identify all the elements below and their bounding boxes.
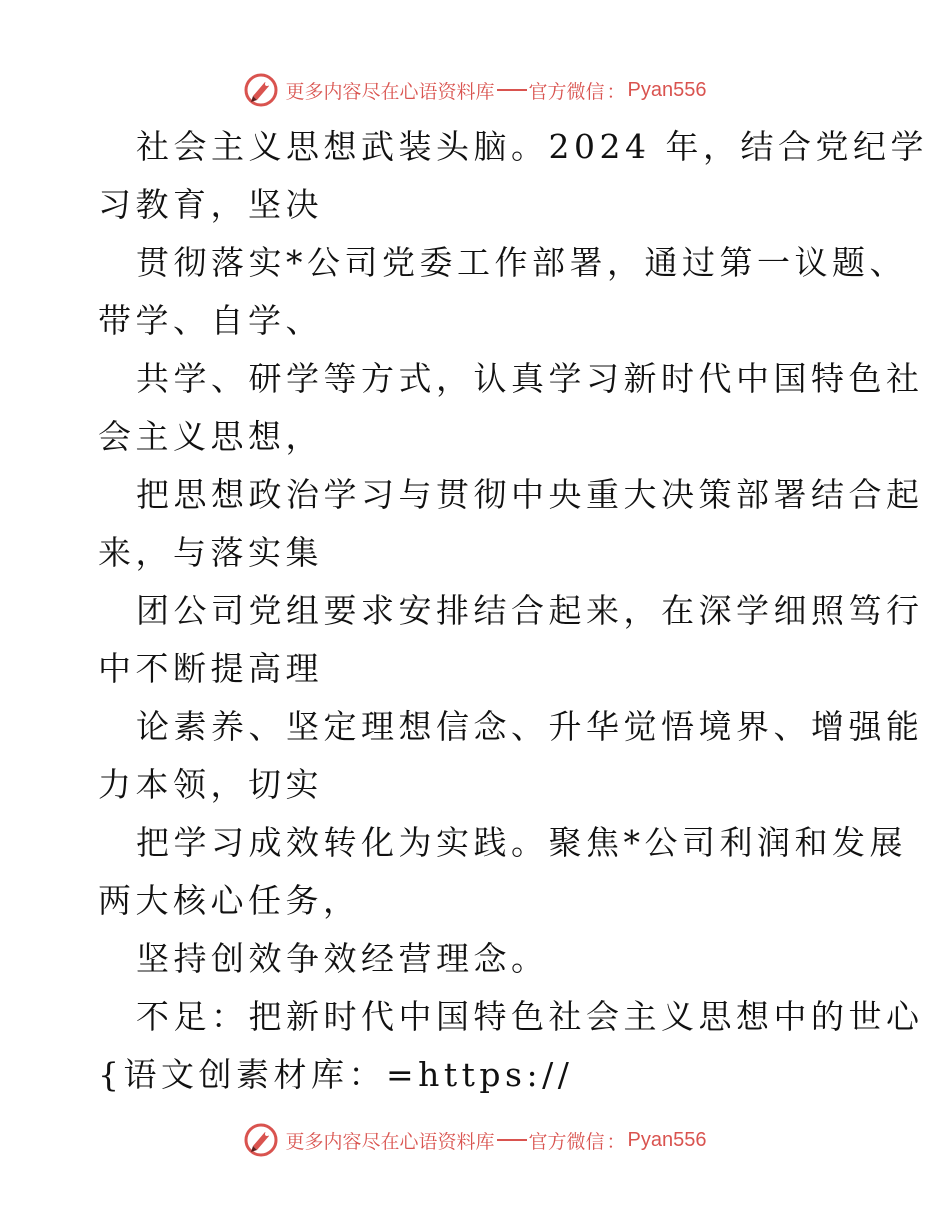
header-banner <box>0 70 950 110</box>
banner-colon: ： <box>606 80 626 103</box>
banner-text: 更多内容尽在心语资料库 <box>285 80 495 103</box>
body-line: 论素养、坚定理想信念、升华觉悟境界、增强能 <box>136 707 924 746</box>
body-line: 贯彻落实*公司党委工作部署，通过第一议题、 <box>136 243 907 282</box>
body-line: 把思想政治学习与贯彻中央重大决策部署结合起 <box>136 475 924 514</box>
banner-dash-separator <box>497 89 527 91</box>
document-body <box>98 118 928 1104</box>
body-line: 共学、研学等方式，认真学习新时代中国特色社 <box>136 359 924 398</box>
body-line: {语文创素材库：=https:// <box>98 1055 574 1094</box>
pen-nib-logo-icon <box>243 1122 279 1158</box>
banner-wechat-id: Pyan556 <box>627 78 707 101</box>
body-line: 中不断提高理 <box>98 649 323 688</box>
body-line: 习教育，坚决 <box>98 185 323 224</box>
banner-dash-separator <box>497 1139 527 1141</box>
banner-text: 更多内容尽在心语资料库 <box>285 1130 495 1153</box>
body-line: 力本领，切实 <box>98 765 323 804</box>
body-line: 会主义思想， <box>98 417 323 456</box>
banner-official-label: 官方微信 <box>528 80 605 103</box>
body-line: 坚持创效争效经营理念。 <box>136 939 549 978</box>
banner-official-label: 官方微信 <box>528 1130 605 1153</box>
body-line: 带学、自学、 <box>98 301 323 340</box>
footer-banner <box>0 1120 950 1160</box>
body-line: 团公司党组要求安排结合起来，在深学细照笃行 <box>136 591 924 630</box>
body-line: 两大核心任务， <box>98 881 361 920</box>
body-line: 来，与落实集 <box>98 533 323 572</box>
banner-wechat-id: Pyan556 <box>627 1128 707 1151</box>
pen-nib-logo-icon <box>243 72 279 108</box>
banner-colon: ： <box>606 1130 626 1153</box>
body-line: 不足：把新时代中国特色社会主义思想中的世心 <box>136 997 924 1036</box>
body-line: 社会主义思想武装头脑。2024 年，结合党纪学 <box>136 127 928 166</box>
body-line: 把学习成效转化为实践。聚焦*公司利润和发展 <box>136 823 907 862</box>
